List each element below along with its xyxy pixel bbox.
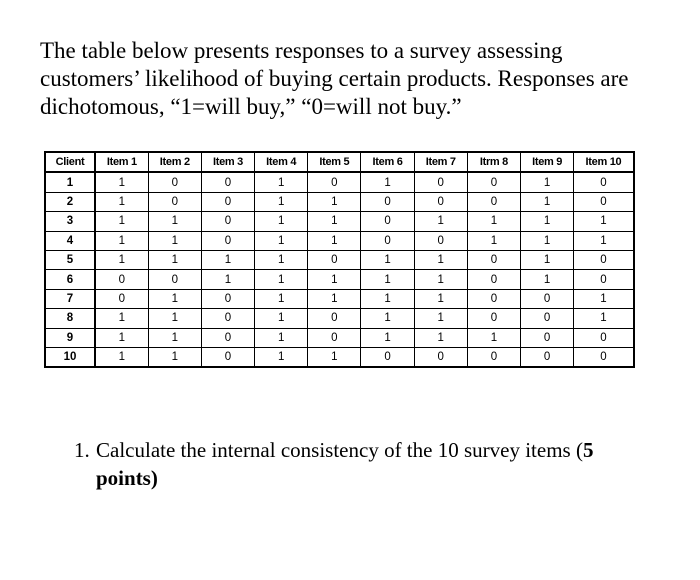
response-cell: 1 [148, 231, 201, 250]
response-cell: 0 [467, 172, 520, 192]
response-cell: 0 [521, 289, 574, 308]
client-id-cell: 6 [45, 270, 95, 289]
response-cell: 1 [201, 250, 254, 269]
response-cell: 1 [148, 250, 201, 269]
response-cell: 0 [467, 309, 520, 328]
response-cell: 1 [414, 309, 467, 328]
response-cell: 1 [255, 270, 308, 289]
response-cell: 1 [467, 231, 520, 250]
response-cell: 0 [361, 347, 414, 367]
response-cell: 0 [95, 289, 148, 308]
response-cell: 0 [148, 172, 201, 192]
response-cell: 0 [414, 231, 467, 250]
table-row [45, 212, 634, 231]
response-cell: 1 [521, 270, 574, 289]
column-header-item-2: Item 2 [148, 152, 201, 172]
question-number: 1. [74, 438, 90, 462]
response-cell: 0 [521, 309, 574, 328]
column-header-item-3: Item 3 [201, 152, 254, 172]
response-cell: 0 [201, 172, 254, 192]
table-row [45, 289, 634, 308]
response-cell: 1 [521, 212, 574, 231]
response-cell: 0 [521, 347, 574, 367]
response-cell: 0 [521, 328, 574, 347]
response-cell: 0 [201, 328, 254, 347]
response-cell: 1 [414, 270, 467, 289]
question-points-2: points) [96, 466, 158, 490]
response-cell: 1 [308, 347, 361, 367]
response-cell: 1 [95, 309, 148, 328]
response-cell: 1 [95, 347, 148, 367]
response-cell: 0 [361, 212, 414, 231]
response-cell: 1 [521, 250, 574, 269]
response-cell: 1 [308, 231, 361, 250]
response-cell: 1 [148, 328, 201, 347]
response-cell: 1 [521, 172, 574, 192]
response-cell: 0 [467, 270, 520, 289]
response-cell: 1 [255, 328, 308, 347]
client-id-cell: 3 [45, 212, 95, 231]
response-cell: 0 [414, 172, 467, 192]
response-cell: 0 [201, 309, 254, 328]
column-header-item-7: Item 7 [414, 152, 467, 172]
table-body [45, 172, 634, 367]
intro-line-1: The table below presents responses to a survey assessing [40, 38, 563, 63]
response-cell: 1 [148, 309, 201, 328]
response-cell: 1 [574, 309, 634, 328]
response-cell: 1 [521, 231, 574, 250]
response-cell: 0 [574, 172, 634, 192]
response-cell: 1 [255, 212, 308, 231]
response-cell: 1 [308, 289, 361, 308]
column-header-item-4: Item 4 [255, 152, 308, 172]
response-cell: 1 [148, 212, 201, 231]
response-cell: 0 [361, 192, 414, 211]
response-cell: 1 [95, 212, 148, 231]
response-cell: 0 [574, 250, 634, 269]
intro-line-3: dichotomous, “1=will buy,” “0=will not buy.” [40, 94, 462, 119]
response-cell: 1 [361, 250, 414, 269]
response-cell: 1 [574, 212, 634, 231]
response-cell: 0 [201, 231, 254, 250]
table-row [45, 250, 634, 269]
response-cell: 1 [255, 172, 308, 192]
response-cell: 1 [95, 172, 148, 192]
response-cell: 1 [574, 289, 634, 308]
table-row [45, 270, 634, 289]
response-cell: 0 [308, 328, 361, 347]
column-header-item-9: Item 9 [521, 152, 574, 172]
response-cell: 1 [361, 328, 414, 347]
question-text: Calculate the internal consistency of the 10 survey items ( [96, 438, 583, 462]
response-cell: 1 [255, 192, 308, 211]
response-cell: 0 [574, 270, 634, 289]
response-cell: 1 [467, 212, 520, 231]
response-cell: 1 [414, 328, 467, 347]
response-cell: 1 [308, 212, 361, 231]
table-row [45, 192, 634, 211]
response-cell: 0 [414, 192, 467, 211]
response-cell: 1 [414, 289, 467, 308]
response-cell: 0 [308, 250, 361, 269]
table-row [45, 172, 634, 192]
response-cell: 1 [95, 231, 148, 250]
client-id-cell: 7 [45, 289, 95, 308]
intro-line-2: customers’ likelihood of buying certain products. Responses are [40, 66, 629, 91]
response-cell: 0 [467, 289, 520, 308]
response-cell: 1 [95, 192, 148, 211]
column-header-item-1: Item 1 [95, 152, 148, 172]
survey-response-table [44, 151, 635, 368]
response-cell: 1 [308, 192, 361, 211]
response-cell: 0 [308, 309, 361, 328]
response-cell: 0 [148, 192, 201, 211]
client-id-cell: 1 [45, 172, 95, 192]
response-cell: 0 [201, 347, 254, 367]
response-cell: 1 [467, 328, 520, 347]
response-cell: 1 [361, 309, 414, 328]
response-cell: 1 [361, 270, 414, 289]
column-header-item-8: Itrm 8 [467, 152, 520, 172]
column-header-item-6: Item 6 [361, 152, 414, 172]
response-cell: 1 [521, 192, 574, 211]
response-cell: 1 [148, 289, 201, 308]
response-cell: 1 [255, 347, 308, 367]
response-cell: 1 [95, 250, 148, 269]
client-id-cell: 5 [45, 250, 95, 269]
response-cell: 0 [574, 347, 634, 367]
client-id-cell: 10 [45, 347, 95, 367]
client-id-cell: 4 [45, 231, 95, 250]
column-header-client: Client [45, 152, 95, 172]
response-cell: 0 [574, 328, 634, 347]
response-cell: 1 [414, 212, 467, 231]
response-cell: 1 [201, 270, 254, 289]
response-cell: 0 [467, 192, 520, 211]
response-cell: 1 [574, 231, 634, 250]
table-row [45, 231, 634, 250]
table-header-row [45, 152, 634, 172]
response-cell: 1 [255, 231, 308, 250]
response-cell: 0 [574, 192, 634, 211]
table-row [45, 328, 634, 347]
question-points-1: 5 [582, 438, 594, 462]
response-cell: 0 [361, 231, 414, 250]
response-cell: 0 [201, 192, 254, 211]
response-cell: 1 [361, 289, 414, 308]
response-cell: 1 [255, 309, 308, 328]
response-cell: 1 [361, 172, 414, 192]
response-cell: 1 [255, 289, 308, 308]
response-cell: 0 [201, 212, 254, 231]
client-id-cell: 9 [45, 328, 95, 347]
response-cell: 0 [95, 270, 148, 289]
intro-paragraph [40, 37, 690, 121]
response-cell: 0 [467, 250, 520, 269]
response-cell: 0 [201, 289, 254, 308]
response-cell: 1 [148, 347, 201, 367]
response-cell: 1 [95, 328, 148, 347]
client-id-cell: 8 [45, 309, 95, 328]
response-cell: 0 [467, 347, 520, 367]
client-id-cell: 2 [45, 192, 95, 211]
response-cell: 0 [414, 347, 467, 367]
response-cell: 1 [414, 250, 467, 269]
response-cell: 1 [308, 270, 361, 289]
column-header-item-5: Item 5 [308, 152, 361, 172]
response-cell: 0 [308, 172, 361, 192]
response-cell: 0 [148, 270, 201, 289]
table-row [45, 347, 634, 367]
response-cell: 1 [255, 250, 308, 269]
table-row [45, 309, 634, 328]
question-1 [74, 436, 694, 492]
column-header-item-10: Item 10 [574, 152, 634, 172]
